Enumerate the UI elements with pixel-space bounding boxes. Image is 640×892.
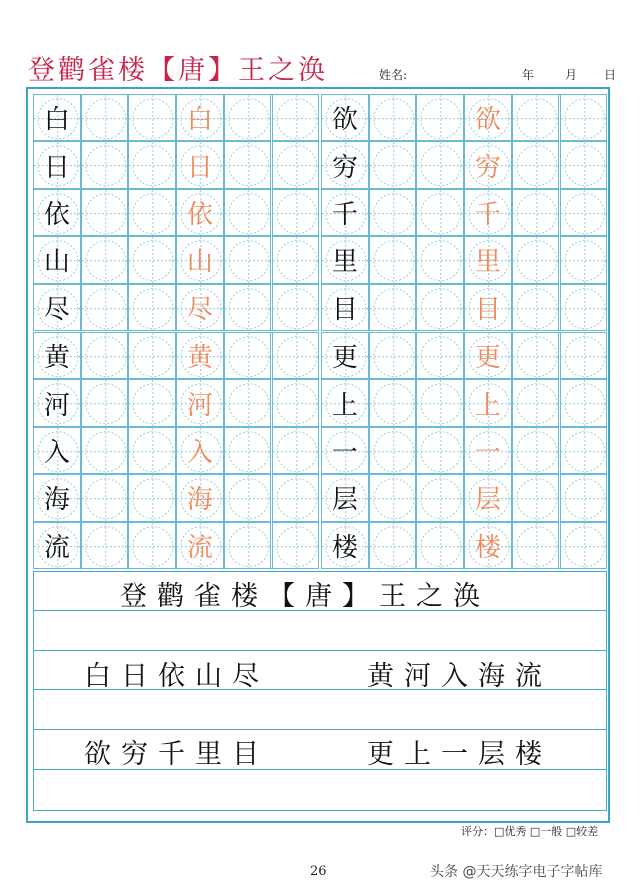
writing-cell <box>81 427 129 474</box>
writing-cell <box>321 284 369 331</box>
writing-cell <box>176 332 224 379</box>
model-character: 上 <box>331 390 358 421</box>
writing-cell <box>416 236 464 283</box>
model-character: 里 <box>331 247 358 278</box>
writing-cell <box>321 189 369 236</box>
poem-title-line: 登鹳雀楼【唐】王之涣 <box>120 581 490 612</box>
writing-cell <box>464 141 512 188</box>
writing-cell <box>464 284 512 331</box>
model-character: 山 <box>43 247 70 278</box>
writing-cell <box>81 522 129 569</box>
writing-cell <box>224 379 272 426</box>
writing-cell <box>369 94 417 141</box>
writing-cell <box>272 284 320 331</box>
model-character: 依 <box>43 199 70 230</box>
model-character: 穷 <box>331 152 358 183</box>
writing-cell <box>464 189 512 236</box>
trace-character: 更 <box>474 343 501 374</box>
writing-cell <box>224 94 272 141</box>
writing-cell <box>272 379 320 426</box>
writing-cell <box>176 189 224 236</box>
writing-cell <box>416 522 464 569</box>
trace-character: 尽 <box>186 294 213 325</box>
writing-cell <box>369 427 417 474</box>
trace-character: 日 <box>186 152 213 183</box>
writing-cell <box>512 332 560 379</box>
model-character: 欲 <box>331 105 358 136</box>
writing-cell <box>560 332 608 379</box>
writing-cell <box>416 284 464 331</box>
writing-cell <box>128 189 176 236</box>
writing-cell <box>176 284 224 331</box>
writing-cell <box>33 236 81 283</box>
writing-cell <box>416 141 464 188</box>
model-character: 更 <box>331 343 358 374</box>
writing-cell <box>560 189 608 236</box>
trace-character: 一 <box>474 437 501 468</box>
writing-cell <box>321 141 369 188</box>
writing-cell <box>321 94 369 141</box>
date-day-label: 日 <box>604 68 617 82</box>
poem-line-2-left: 欲穷千里目 <box>84 739 269 770</box>
writing-cell <box>512 522 560 569</box>
model-character: 河 <box>43 390 70 421</box>
writing-cell <box>560 379 608 426</box>
writing-cell <box>128 379 176 426</box>
trace-character: 河 <box>186 390 213 421</box>
writing-cell <box>464 236 512 283</box>
writing-cell <box>176 94 224 141</box>
writing-cell <box>560 141 608 188</box>
writing-cell <box>416 189 464 236</box>
writing-cell <box>128 427 176 474</box>
writing-cell <box>321 332 369 379</box>
ruled-line <box>34 729 606 730</box>
trace-character: 流 <box>186 532 213 563</box>
writing-cell <box>224 332 272 379</box>
date-month-label: 月 <box>565 68 578 82</box>
writing-cell <box>128 522 176 569</box>
writing-cell <box>512 236 560 283</box>
writing-cell <box>464 427 512 474</box>
writing-cell <box>512 189 560 236</box>
ruled-line <box>34 650 606 651</box>
writing-cell <box>81 94 129 141</box>
writing-cell <box>272 141 320 188</box>
writing-cell <box>464 522 512 569</box>
writing-cell <box>321 474 369 521</box>
date-year-label: 年 <box>522 68 535 82</box>
model-character: 目 <box>331 294 358 325</box>
writing-cell <box>416 332 464 379</box>
writing-cell <box>81 332 129 379</box>
writing-cell <box>81 474 129 521</box>
writing-cell <box>128 332 176 379</box>
writing-cell <box>81 236 129 283</box>
writing-cell <box>33 284 81 331</box>
writing-cell <box>321 236 369 283</box>
writing-cell <box>512 379 560 426</box>
model-character: 层 <box>331 485 358 516</box>
writing-cell <box>81 189 129 236</box>
writing-cell <box>176 236 224 283</box>
writing-cell <box>464 474 512 521</box>
writing-cell <box>128 141 176 188</box>
writing-cell <box>33 332 81 379</box>
writing-cell <box>369 189 417 236</box>
writing-cell <box>560 236 608 283</box>
poem-line-2-right: 更上一层楼 <box>367 739 552 770</box>
worksheet-title: 登鹳雀楼【唐】王之涣 <box>28 55 328 86</box>
writing-cell <box>464 379 512 426</box>
trace-character: 海 <box>186 485 213 516</box>
model-character: 一 <box>331 437 358 468</box>
poem-line-1-left: 白日依山尽 <box>84 661 269 692</box>
writing-cell <box>176 474 224 521</box>
model-character: 黄 <box>43 343 70 374</box>
poem-line-1-right: 黄河入海流 <box>367 661 552 692</box>
writing-cell <box>33 474 81 521</box>
writing-cell <box>33 522 81 569</box>
trace-character: 依 <box>186 199 213 230</box>
writing-cell <box>369 332 417 379</box>
trace-character: 上 <box>474 390 501 421</box>
writing-cell <box>272 522 320 569</box>
writing-cell <box>176 379 224 426</box>
writing-cell <box>272 236 320 283</box>
writing-cell <box>272 427 320 474</box>
writing-cell <box>512 474 560 521</box>
trace-character: 山 <box>186 247 213 278</box>
trace-character: 欲 <box>474 105 501 136</box>
writing-cell <box>33 189 81 236</box>
model-character: 千 <box>331 199 358 230</box>
trace-character: 千 <box>474 199 501 230</box>
writing-cell <box>369 379 417 426</box>
writing-cell <box>128 94 176 141</box>
writing-cell <box>224 189 272 236</box>
writing-cell <box>560 427 608 474</box>
writing-cell <box>416 427 464 474</box>
writing-cell <box>321 427 369 474</box>
trace-character: 里 <box>474 247 501 278</box>
writing-cell <box>272 332 320 379</box>
writing-cell <box>369 236 417 283</box>
writing-cell <box>81 379 129 426</box>
trace-character: 黄 <box>186 343 213 374</box>
writing-cell <box>224 522 272 569</box>
writing-cell <box>416 379 464 426</box>
writing-cell <box>512 141 560 188</box>
writing-cell <box>33 94 81 141</box>
watermark: 头条 @天天练字电子字帖库 <box>430 864 603 880</box>
lined-writing-area <box>33 571 607 811</box>
writing-cell <box>321 522 369 569</box>
writing-cell <box>560 522 608 569</box>
writing-cell <box>560 474 608 521</box>
writing-cell <box>369 474 417 521</box>
writing-cell <box>321 379 369 426</box>
page-number: 26 <box>310 864 327 879</box>
writing-cell <box>369 141 417 188</box>
model-character: 流 <box>43 532 70 563</box>
rating-options: 评分：□优秀 □一般 □较差 <box>461 825 599 838</box>
writing-cell <box>369 284 417 331</box>
writing-cell <box>33 141 81 188</box>
writing-cell <box>224 141 272 188</box>
model-character: 白 <box>43 105 70 136</box>
writing-cell <box>81 141 129 188</box>
trace-character: 楼 <box>474 532 501 563</box>
writing-cell <box>128 474 176 521</box>
writing-cell <box>128 236 176 283</box>
model-character: 日 <box>43 152 70 183</box>
model-character: 楼 <box>331 532 358 563</box>
writing-cell <box>464 332 512 379</box>
trace-character: 白 <box>186 105 213 136</box>
writing-cell <box>560 94 608 141</box>
name-label: 姓名: <box>379 68 408 82</box>
writing-cell <box>224 236 272 283</box>
writing-cell <box>224 427 272 474</box>
writing-cell <box>128 284 176 331</box>
trace-character: 入 <box>186 437 213 468</box>
model-character: 尽 <box>43 294 70 325</box>
writing-cell <box>416 474 464 521</box>
trace-character: 穷 <box>474 152 501 183</box>
model-character: 海 <box>43 485 70 516</box>
trace-character: 层 <box>474 485 501 516</box>
writing-cell <box>416 94 464 141</box>
writing-cell <box>272 94 320 141</box>
writing-cell <box>176 522 224 569</box>
writing-cell <box>272 474 320 521</box>
writing-cell <box>464 94 512 141</box>
writing-cell <box>224 474 272 521</box>
writing-cell <box>560 284 608 331</box>
writing-cell <box>369 522 417 569</box>
writing-cell <box>176 141 224 188</box>
writing-cell <box>224 284 272 331</box>
writing-cell <box>33 427 81 474</box>
writing-cell <box>272 189 320 236</box>
writing-cell <box>512 284 560 331</box>
writing-cell <box>512 427 560 474</box>
writing-cell <box>33 379 81 426</box>
writing-cell <box>176 427 224 474</box>
trace-character: 目 <box>474 294 501 325</box>
model-character: 入 <box>43 437 70 468</box>
writing-cell <box>81 284 129 331</box>
writing-cell <box>512 94 560 141</box>
